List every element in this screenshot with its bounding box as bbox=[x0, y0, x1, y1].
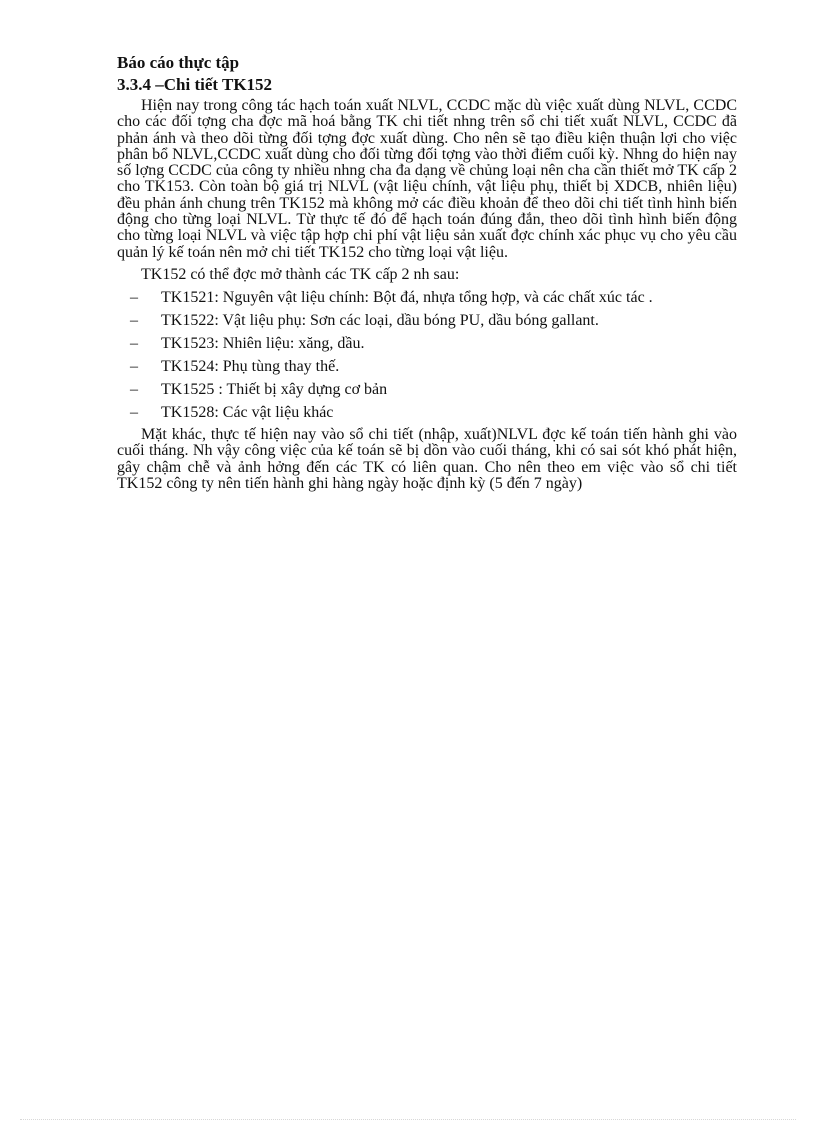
list-item bbox=[117, 381, 737, 399]
list-item-text: TK1521: Nguyên vật liệu chính: Bột đá, nhựa tổng hợp, và các chất xúc tác . bbox=[161, 288, 653, 306]
dash-icon: – bbox=[130, 288, 138, 306]
intro-paragraph: Hiện nay trong công tác hạch toán xuất NLVL, CCDC mặc dù việc xuất dùng NLVL, CCDC cho các đối tợng cha đợc mã hoá bằng TK chi tiết nhng trên sổ chi tiết xuất NLVL, CCDC đã phản ánh và theo dõi từng đối tợng đợc xuất dùng. Cho nên sẽ tạo điều kiện thuận lợi cho việc phân bổ NLVL,CCDC xuất dùng cho đối từng đối tợng vào thời điểm cuối kỳ. Nhng do hiện nay số lợng CCDC của công ty nhiều nhng cha đa dạng về chủng loại nên cha cần thiết mở TK cấp 2 cho TK153. Còn toàn bộ giá trị NLVL (vật liệu chính, vật liệu phụ, thiết bị XDCB, nhiên liệu) đều phản ánh chung trên TK152 mà không mở các điều khoản để theo dõi chi tiết tình hình biến động cho từng loại NLVL. Từ thực tế đó để hạch toán đúng đắn, theo dõi tình hình biến động cho từng loại NLVL và việc tập hợp chi phí vật liệu sản xuất đợc chính xác phục vụ cho yêu cầu quản lý kế toán nên mở chi tiết TK152 cho từng loại vật liệu. bbox=[117, 97, 737, 261]
list-item bbox=[117, 335, 737, 353]
list-item bbox=[117, 404, 737, 422]
account-list bbox=[117, 289, 737, 422]
page-bottom-divider bbox=[20, 1119, 796, 1120]
report-header: Báo cáo thực tập bbox=[117, 53, 240, 72]
account-list-lead: TK152 có thể đợc mở thành các TK cấp 2 nh sau: bbox=[141, 265, 460, 283]
dash-icon: – bbox=[130, 311, 138, 329]
dash-icon: – bbox=[130, 380, 138, 398]
closing-paragraph: Mặt khác, thực tế hiện nay vào sổ chi tiết (nhập, xuất)NLVL đợc kế toán tiến hành ghi vào cuối tháng. Nh vậy công việc của kế toán sẽ bị dồn vào cuối tháng, khi có sai sót khó phát hiện, gây chậm chễ và ảnh hởng đến các TK có liên quan. Cho nên theo em việc vào sổ chi tiết TK152 công ty nên tiến hành ghi hàng ngày hoặc định kỳ (5 đến 7 ngày) bbox=[117, 425, 737, 492]
dash-icon: – bbox=[130, 403, 138, 421]
list-item bbox=[117, 289, 737, 307]
list-item bbox=[117, 358, 737, 376]
dash-icon: – bbox=[130, 334, 138, 352]
list-item bbox=[117, 312, 737, 330]
list-item-text: TK1522: Vật liệu phụ: Sơn các loại, dầu bóng PU, dầu bóng gallant. bbox=[161, 311, 599, 329]
document-page bbox=[117, 52, 737, 492]
list-item-text: TK1525 : Thiết bị xây dựng cơ bản bbox=[161, 380, 388, 398]
section-title: 3.3.4 –Chi tiết TK152 bbox=[117, 75, 273, 94]
list-item-text: TK1523: Nhiên liệu: xăng, dầu. bbox=[161, 334, 365, 352]
list-item-text: TK1524: Phụ tùng thay thế. bbox=[161, 357, 340, 375]
dash-icon: – bbox=[130, 357, 138, 375]
list-item-text: TK1528: Các vật liệu khác bbox=[161, 403, 334, 421]
